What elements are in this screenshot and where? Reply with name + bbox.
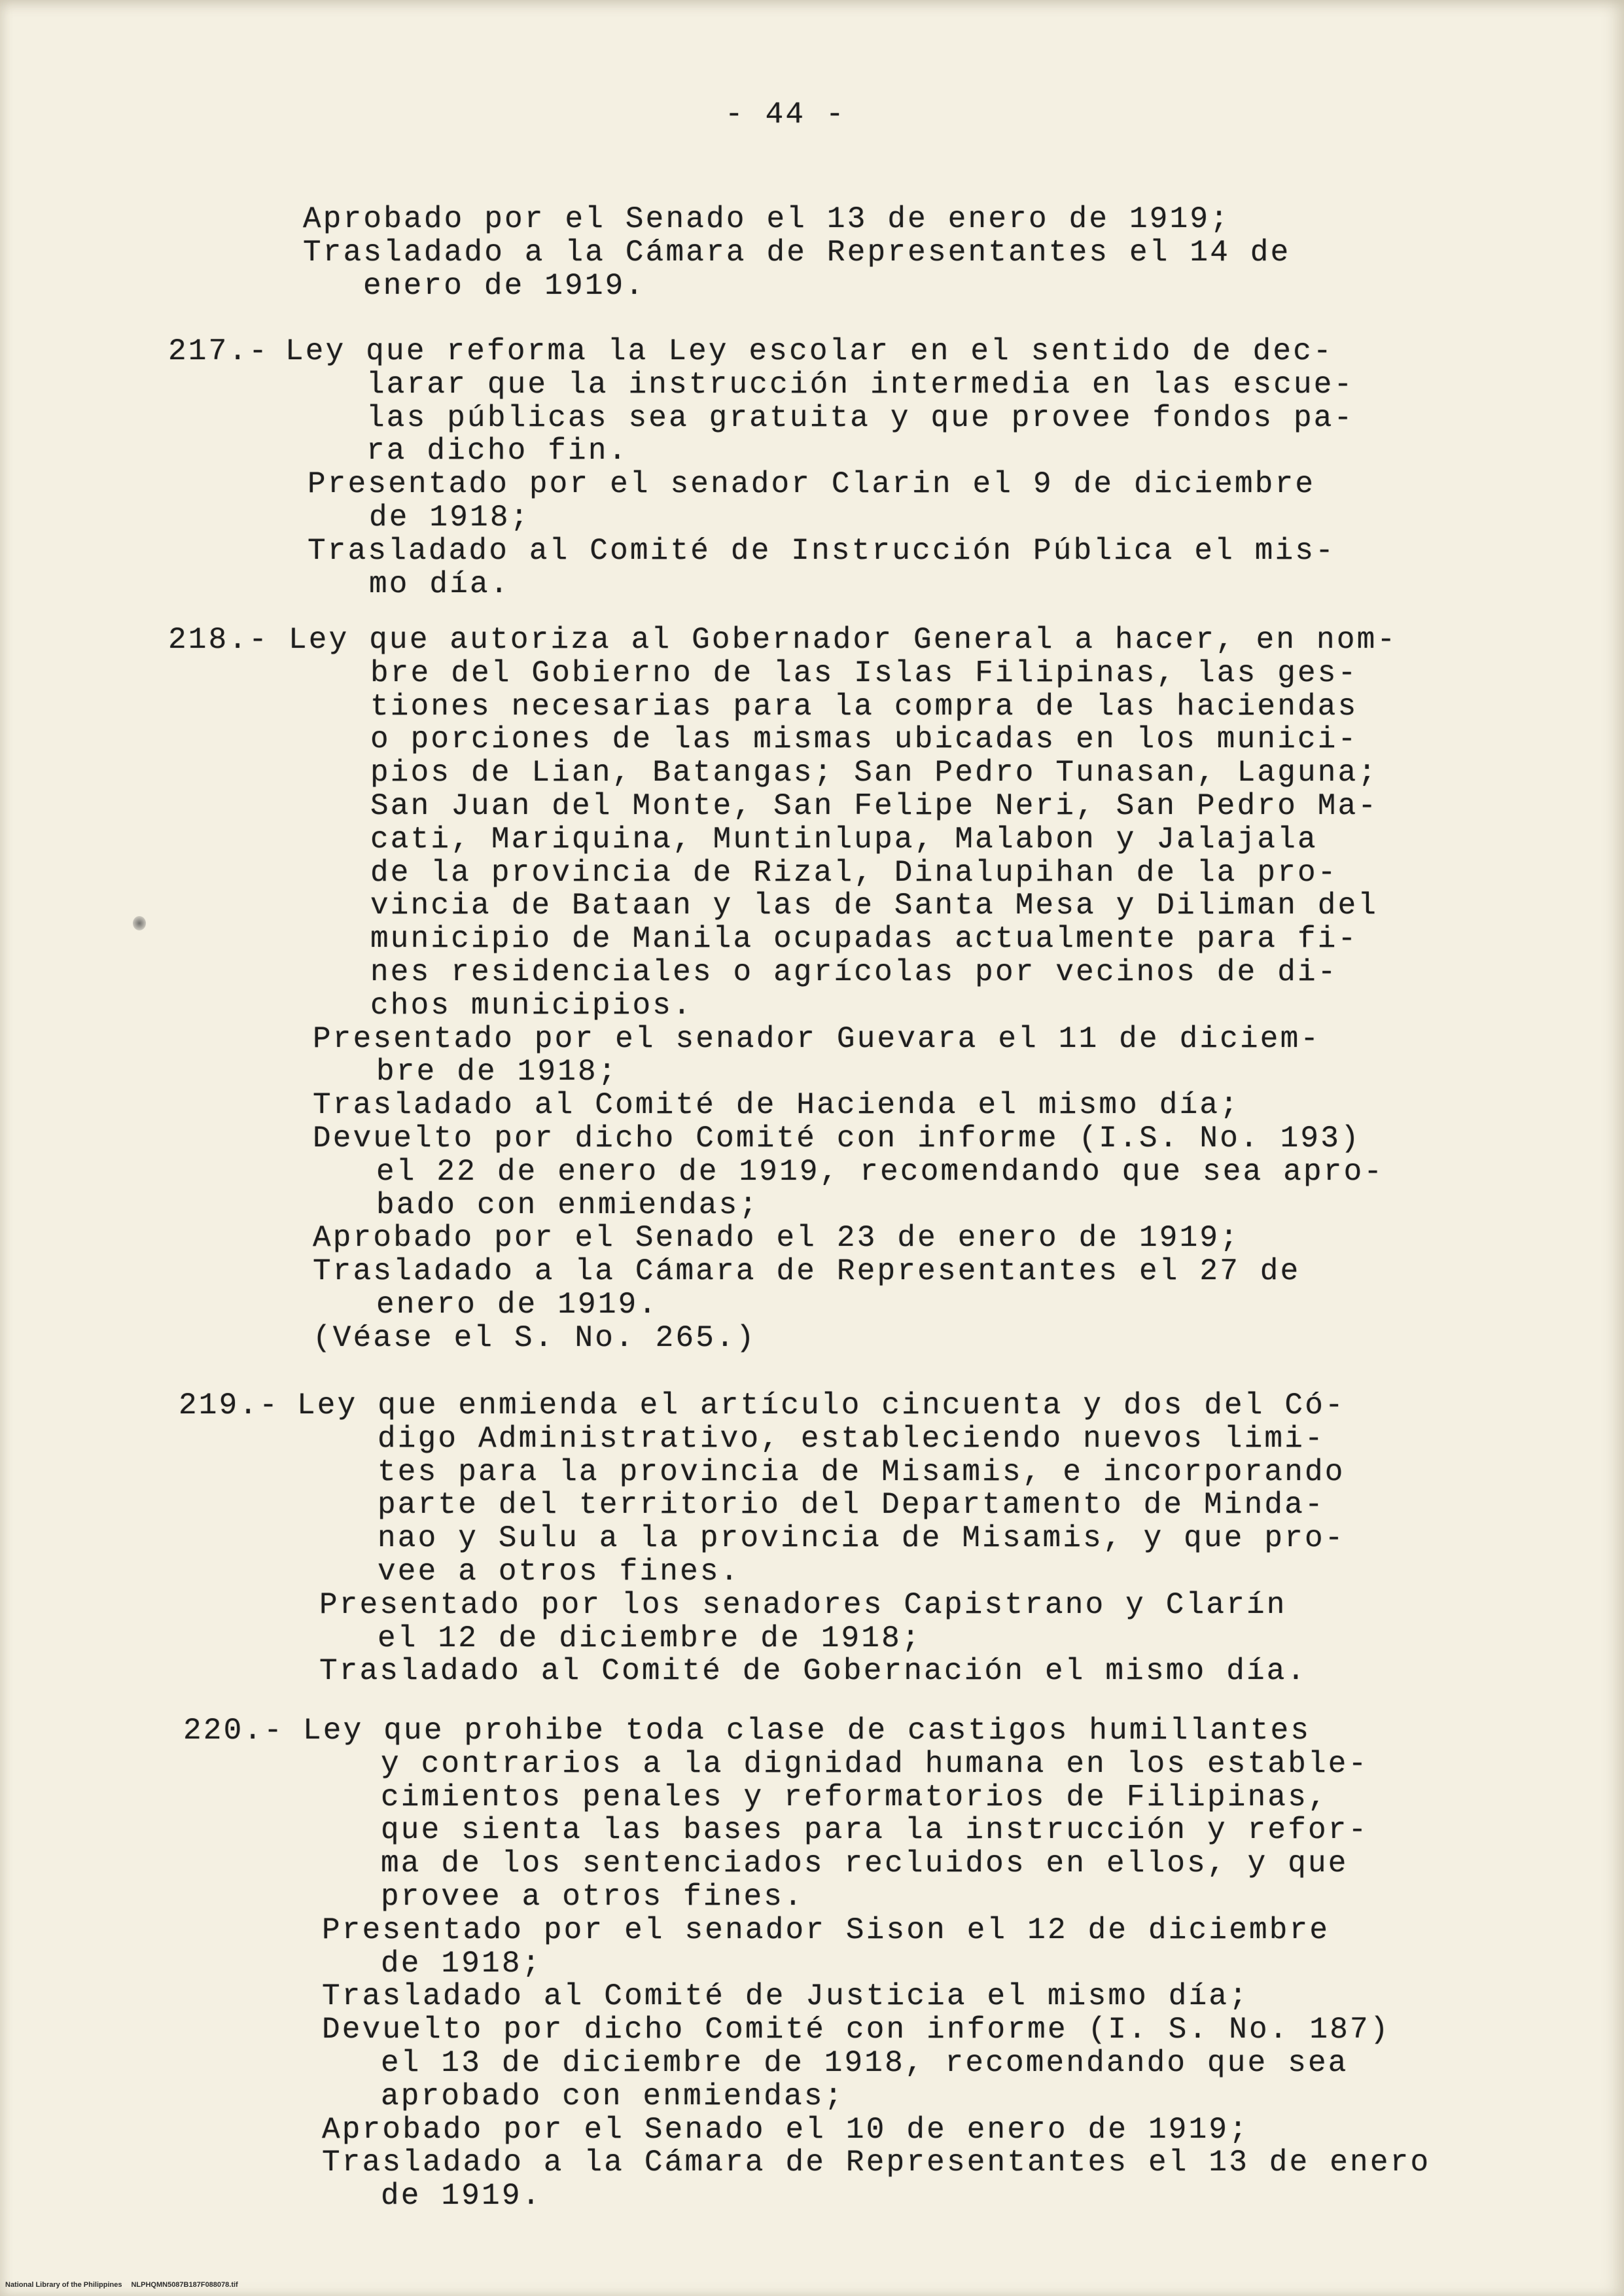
- bill-title-line: [179, 1389, 1345, 1422]
- page-number-block: [725, 98, 846, 132]
- bill-title-line: y contrarios a la dignidad humana en los estable-: [381, 1746, 1369, 1781]
- action-line: el 13 de diciembre de 1918, recomendando que sea: [381, 2045, 1349, 2080]
- action-line: Presentado por el senador Clarin el 9 de diciembre: [308, 467, 1316, 502]
- bill-title-line: las públicas sea gratuita y que provee fondos pa-: [366, 400, 1354, 435]
- action-line: el 22 de enero de 1919, recomendando que sea apro-: [376, 1154, 1385, 1189]
- bill-entry-220: [183, 1714, 1430, 2213]
- bill-title-line: ma de los sentenciados recluidos en ellos, y que: [381, 1846, 1349, 1881]
- action-line: Aprobado por el Senado el 10 de enero de 1919;: [322, 2112, 1250, 2147]
- action-line: enero de 1919.: [363, 268, 646, 303]
- bill-title-line: tes para la provincia de Misamis, e incorporando: [378, 1455, 1345, 1489]
- bill-title-line: cimientos penales y reformatorios de Filipinas,: [381, 1780, 1328, 1814]
- action-line: Trasladado al Comité de Gobernación el mismo día.: [319, 1654, 1307, 1689]
- bill-title-text: Ley que reforma la Ley escolar en el sentido de dec-: [285, 334, 1333, 368]
- bill-title-text: Ley que autoriza al Gobernador General a hacer, en nom-: [289, 623, 1398, 657]
- ink-spot: [133, 916, 146, 930]
- bill-title-line: digo Administrativo, estableciendo nuevos limi-: [378, 1421, 1325, 1456]
- action-line: Trasladado a la Cámara de Representantes el 27 de: [313, 1254, 1301, 1289]
- bill-number: 217.-: [168, 334, 270, 368]
- bill-title-line: [168, 335, 1354, 368]
- page-number: - 44 -: [725, 97, 846, 132]
- action-line: Devuelto por dicho Comité con informe (I.S. No. 193): [313, 1121, 1361, 1156]
- continued-entry: [303, 203, 1290, 302]
- bill-title-line: vincia de Bataan y las de Santa Mesa y Diliman del: [370, 889, 1379, 923]
- action-line: Aprobado por el Senado el 23 de enero de 1919;: [313, 1221, 1241, 1256]
- bill-title-line: ra dicho fin.: [366, 434, 629, 468]
- bill-title-line: pios de Lian, Batangas; San Pedro Tunasan, Laguna;: [370, 756, 1379, 790]
- bill-title-line: larar que la instrucción intermedia en las escue-: [366, 367, 1354, 402]
- action-line: mo día.: [369, 567, 510, 601]
- bill-title-line: [168, 624, 1397, 657]
- bill-title-line: vee a otros fines.: [378, 1554, 741, 1589]
- bill-number: 220.-: [183, 1714, 285, 1748]
- action-line: Presentado por el senador Sison el 12 de diciembre: [322, 1913, 1330, 1947]
- bill-title-line: que sienta las bases para la instrucción y refor-: [381, 1813, 1369, 1848]
- action-line: Trasladado a la Cámara de Representantes el 13 de enero: [322, 2146, 1431, 2180]
- bill-title-line: nao y Sulu a la provincia de Misamis, y que pro-: [378, 1521, 1345, 1556]
- action-line: bado con enmiendas;: [376, 1188, 760, 1222]
- bill-number: 218.-: [168, 623, 270, 657]
- bill-title-line: de la provincia de Rizal, Dinalupihan de la pro-: [370, 855, 1338, 890]
- bill-title-line: [183, 1714, 1430, 1748]
- action-line: Trasladado al Comité de Justicia el mismo día;: [322, 1979, 1250, 2014]
- bill-title-line: tiones necesarias para la compra de las haciendas: [370, 689, 1358, 724]
- action-line: Trasladado al Comité de Hacienda el mismo día;: [313, 1088, 1241, 1123]
- action-line: Trasladado al Comité de Instrucción Pública el mis-: [308, 533, 1336, 568]
- bill-title-line: bre del Gobierno de las Islas Filipinas, las ges-: [370, 656, 1358, 690]
- action-line: el 12 de diciembre de 1918;: [378, 1621, 922, 1655]
- action-line: Trasladado a la Cámara de Representantes el 14 de: [303, 235, 1291, 270]
- bill-entry-219: [179, 1389, 1345, 1688]
- action-line: Devuelto por dicho Comité con informe (I. S. No. 187): [322, 2013, 1390, 2047]
- bill-entry-217: [168, 335, 1354, 601]
- action-line: Presentado por los senadores Capistrano y Clarín: [319, 1587, 1287, 1622]
- action-line: Aprobado por el Senado el 13 de enero de 1919;: [303, 202, 1231, 236]
- bill-title-line: chos municipios.: [370, 988, 693, 1023]
- bill-title-line: cati, Mariquina, Muntinlupa, Malabon y Jalajala: [370, 822, 1318, 857]
- action-line: de 1919.: [381, 2179, 542, 2214]
- bill-number: 219.-: [179, 1388, 280, 1422]
- cross-reference-line: (Véase el S. No. 265.): [313, 1320, 756, 1355]
- bill-title-line: o porciones de las mismas ubicadas en los munici-: [370, 722, 1358, 757]
- bill-title-line: San Juan del Monte, San Felipe Neri, San Pedro Ma-: [370, 788, 1379, 823]
- bill-title-text: Ley que enmienda el artículo cincuenta y dos del Có-: [297, 1388, 1345, 1422]
- action-line: de 1918;: [381, 1946, 542, 1981]
- action-line: bre de 1918;: [376, 1055, 618, 1089]
- bill-title-line: provee a otros fines.: [381, 1879, 804, 1914]
- action-line: enero de 1919.: [376, 1287, 659, 1322]
- archive-footer: [5, 2281, 238, 2289]
- action-line: Presentado por el senador Guevara el 11 de diciem-: [313, 1021, 1321, 1056]
- bill-title-line: municipio de Manila ocupadas actualmente para fi-: [370, 922, 1358, 957]
- archive-name: National Library of the Philippines: [5, 2281, 122, 2289]
- bill-entry-218: [168, 624, 1397, 1355]
- action-line: de 1918;: [369, 500, 531, 535]
- bill-title-line: parte del territorio del Departamento de Minda-: [378, 1488, 1325, 1523]
- bill-title-text: Ley que prohibe toda clase de castigos humillantes: [303, 1714, 1311, 1748]
- bill-title-line: nes residenciales o agrícolas por vecinos de di-: [370, 955, 1338, 989]
- scan-filename: NLPHQMN5087B187F088078.tif: [131, 2281, 238, 2289]
- action-line: aprobado con enmiendas;: [381, 2079, 845, 2113]
